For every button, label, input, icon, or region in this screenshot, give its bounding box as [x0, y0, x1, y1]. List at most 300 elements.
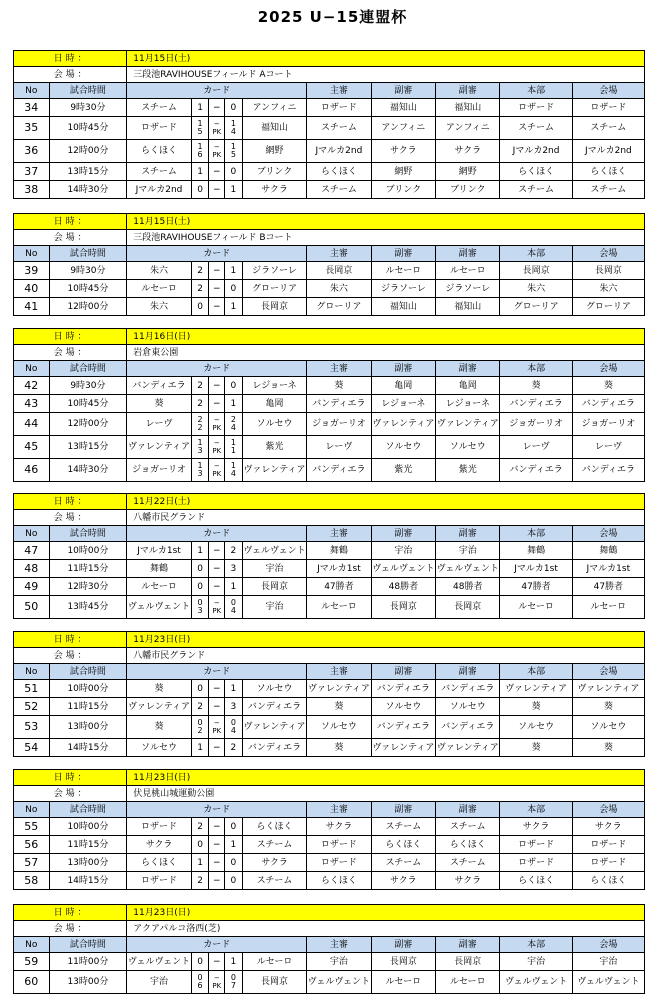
pk-label: PK: [212, 151, 222, 159]
match-row: [14, 854, 645, 872]
schedule-table: [13, 769, 645, 890]
venue-host: ロザード: [572, 99, 644, 117]
match-row: [14, 680, 645, 698]
score-separator: [209, 413, 225, 436]
home-team: スチーム: [127, 99, 191, 117]
away-score: 1: [225, 395, 243, 413]
venue-host: ヴェルヴェント: [572, 971, 644, 994]
main-referee: らくほく: [307, 163, 371, 181]
away-score: 0: [225, 377, 243, 395]
away-team: ジラソーレ: [242, 262, 306, 280]
assistant-referee: サクラ: [436, 872, 500, 890]
home-score: 1: [191, 739, 209, 757]
match-number: 36: [14, 140, 50, 163]
dash: −: [213, 416, 220, 424]
home-score: 0: [191, 680, 209, 698]
venue-host: らくほく: [572, 872, 644, 890]
score-separator: [209, 459, 225, 482]
headquarters: 長岡京: [500, 262, 572, 280]
header-no: No: [14, 526, 50, 542]
date-label: 日 時 ：: [14, 632, 127, 648]
away-team: ソルセウ: [242, 413, 306, 436]
score-separator: −: [209, 99, 225, 117]
assistant-referee: アンフィニ: [371, 117, 435, 140]
headquarters: ヴェルヴェント: [500, 971, 572, 994]
header-ref-sub: 副審: [371, 246, 435, 262]
match-time: 13時00分: [49, 971, 127, 994]
match-section: [13, 213, 645, 316]
away-team: 長岡京: [242, 971, 306, 994]
match-number: 56: [14, 836, 50, 854]
assistant-referee: アンフィニ: [436, 117, 500, 140]
assistant-referee: スチーム: [371, 818, 435, 836]
headquarters: 舞鶴: [500, 542, 572, 560]
match-time: 13時45分: [49, 596, 127, 619]
header-no: No: [14, 246, 50, 262]
header-time: 試合時間: [49, 361, 127, 377]
header-venue: 会場: [572, 246, 644, 262]
match-time: 10時00分: [49, 818, 127, 836]
venue-value: 岩倉東公園: [127, 345, 645, 361]
date-label: 日 時 ：: [14, 329, 127, 345]
headquarters: ジョガーリオ: [500, 413, 572, 436]
header-venue: 会場: [572, 802, 644, 818]
date-value: 11月16日(日): [127, 329, 645, 345]
match-number: 60: [14, 971, 50, 994]
home-score-regular: 1: [197, 461, 203, 470]
headquarters: らくほく: [500, 163, 572, 181]
main-referee: Jマルカ2nd: [307, 140, 371, 163]
match-row: [14, 436, 645, 459]
away-score-regular: 0: [230, 598, 236, 607]
away-team: ヴァレンティア: [242, 716, 306, 739]
main-referee: ジョガーリオ: [307, 413, 371, 436]
score-separator: −: [209, 698, 225, 716]
venue-host: バンディエラ: [572, 459, 644, 482]
main-referee: 長岡京: [307, 262, 371, 280]
home-team: サクラ: [127, 836, 191, 854]
match-row: [14, 953, 645, 971]
score-separator: −: [209, 163, 225, 181]
assistant-referee: ヴァレンティア: [436, 413, 500, 436]
assistant-referee: スチーム: [436, 818, 500, 836]
assistant-referee: ルセーロ: [436, 262, 500, 280]
header-no: No: [14, 937, 50, 953]
header-venue: 会場: [572, 937, 644, 953]
match-number: 38: [14, 181, 50, 199]
match-row: [14, 262, 645, 280]
pk-label: PK: [212, 727, 222, 735]
header-hq: 本部: [500, 246, 572, 262]
match-row: [14, 716, 645, 739]
match-section: [13, 493, 645, 619]
score-separator: [209, 716, 225, 739]
header-ref-sub: 副審: [371, 526, 435, 542]
schedule-table: [13, 904, 645, 994]
match-row: [14, 99, 645, 117]
main-referee: ロザード: [307, 836, 371, 854]
main-referee: ルセーロ: [307, 596, 371, 619]
score-separator: −: [209, 395, 225, 413]
assistant-referee: 長岡京: [371, 953, 435, 971]
match-time: 14時30分: [49, 181, 127, 199]
away-team: 紫光: [242, 436, 306, 459]
venue-label: 会 場 ：: [14, 67, 127, 83]
header-time: 試合時間: [49, 526, 127, 542]
away-score: [225, 140, 243, 163]
match-number: 46: [14, 459, 50, 482]
away-team: 網野: [242, 140, 306, 163]
match-row: [14, 971, 645, 994]
home-team: スチーム: [127, 163, 191, 181]
date-label: 日 時 ：: [14, 905, 127, 921]
home-team: 朱六: [127, 262, 191, 280]
headquarters: レーヴ: [500, 436, 572, 459]
schedule-table: [13, 493, 645, 619]
away-score-pk: 5: [230, 150, 236, 159]
score-separator: −: [209, 953, 225, 971]
venue-value: 伏見桃山城運動公園: [127, 786, 645, 802]
score-separator: −: [209, 181, 225, 199]
match-time: 13時00分: [49, 854, 127, 872]
away-team: サクラ: [242, 854, 306, 872]
match-number: 59: [14, 953, 50, 971]
match-section: [13, 328, 645, 482]
pk-label: PK: [212, 447, 222, 455]
assistant-referee: 福知山: [436, 99, 500, 117]
score-separator: −: [209, 818, 225, 836]
main-referee: ソルセウ: [307, 716, 371, 739]
score-separator: −: [209, 377, 225, 395]
main-referee: レーヴ: [307, 436, 371, 459]
match-time: 10時45分: [49, 280, 127, 298]
match-time: 13時15分: [49, 163, 127, 181]
assistant-referee: レジョーネ: [371, 395, 435, 413]
match-number: 47: [14, 542, 50, 560]
away-score: 0: [225, 99, 243, 117]
venue-value: 三段池RAVIHOUSEフィールド Bコート: [127, 230, 645, 246]
header-hq: 本部: [500, 802, 572, 818]
header-ref-sub: 副審: [436, 361, 500, 377]
assistant-referee: ルセーロ: [371, 971, 435, 994]
match-section: [13, 769, 645, 890]
assistant-referee: ルセーロ: [436, 971, 500, 994]
header-time: 試合時間: [49, 937, 127, 953]
main-referee: ヴェルヴェント: [307, 971, 371, 994]
venue-label: 会 場 ：: [14, 510, 127, 526]
match-row: [14, 298, 645, 316]
assistant-referee: 48勝者: [436, 578, 500, 596]
headquarters: 葵: [500, 377, 572, 395]
match-time: 13時00分: [49, 716, 127, 739]
home-score: [191, 413, 209, 436]
pk-label: PK: [212, 607, 222, 615]
match-time: 10時00分: [49, 542, 127, 560]
match-row: [14, 739, 645, 757]
header-ref-sub: 副審: [436, 802, 500, 818]
match-time: 10時45分: [49, 395, 127, 413]
home-score: 0: [191, 560, 209, 578]
headquarters: 葵: [500, 739, 572, 757]
headquarters: バンディエラ: [500, 395, 572, 413]
match-section: [13, 631, 645, 757]
venue-label: 会 場 ：: [14, 230, 127, 246]
date-value: 11月22日(土): [127, 494, 645, 510]
assistant-referee: ジラソーレ: [436, 280, 500, 298]
match-section: [13, 50, 645, 199]
home-team: らくほく: [127, 140, 191, 163]
header-ref-sub: 副審: [436, 83, 500, 99]
away-score-regular: 1: [230, 438, 236, 447]
away-score: [225, 413, 243, 436]
home-score-pk: 3: [197, 446, 203, 455]
away-score: 2: [225, 739, 243, 757]
match-row: [14, 698, 645, 716]
away-score-pk: 4: [230, 469, 236, 478]
match-number: 55: [14, 818, 50, 836]
header-hq: 本部: [500, 361, 572, 377]
home-score-regular: 1: [197, 119, 203, 128]
match-time: 9時30分: [49, 99, 127, 117]
match-row: [14, 596, 645, 619]
assistant-referee: ジラソーレ: [371, 280, 435, 298]
match-time: 9時30分: [49, 262, 127, 280]
away-score-regular: 1: [230, 142, 236, 151]
header-ref-main: 主審: [307, 246, 371, 262]
header-time: 試合時間: [49, 83, 127, 99]
away-score: 0: [225, 818, 243, 836]
venue-value: 三段池RAVIHOUSEフィールド Aコート: [127, 67, 645, 83]
away-score-regular: 1: [230, 119, 236, 128]
venue-host: 葵: [572, 377, 644, 395]
away-score: 1: [225, 836, 243, 854]
match-time: 12時00分: [49, 413, 127, 436]
match-row: [14, 280, 645, 298]
home-score: 2: [191, 818, 209, 836]
away-team: 宇治: [242, 560, 306, 578]
home-score: 0: [191, 181, 209, 199]
match-number: 39: [14, 262, 50, 280]
away-score: [225, 716, 243, 739]
main-referee: 葵: [307, 698, 371, 716]
pk-label: PK: [212, 424, 222, 432]
venue-host: レーヴ: [572, 436, 644, 459]
home-score: 1: [191, 542, 209, 560]
home-score-regular: 1: [197, 438, 203, 447]
headquarters: グローリア: [500, 298, 572, 316]
assistant-referee: らくほく: [436, 836, 500, 854]
away-score: 0: [225, 163, 243, 181]
score-separator: −: [209, 262, 225, 280]
header-card: カード: [127, 83, 307, 99]
header-hq: 本部: [500, 526, 572, 542]
home-team: ヴァレンティア: [127, 436, 191, 459]
header-card: カード: [127, 937, 307, 953]
main-referee: Jマルカ1st: [307, 560, 371, 578]
home-score: [191, 117, 209, 140]
home-team: レーヴ: [127, 413, 191, 436]
assistant-referee: ソルセウ: [371, 698, 435, 716]
header-card: カード: [127, 246, 307, 262]
score-separator: −: [209, 298, 225, 316]
match-time: 12時00分: [49, 298, 127, 316]
header-time: 試合時間: [49, 802, 127, 818]
match-number: 41: [14, 298, 50, 316]
home-team: 朱六: [127, 298, 191, 316]
venue-host: グローリア: [572, 298, 644, 316]
header-no: No: [14, 83, 50, 99]
venue-host: 長岡京: [572, 262, 644, 280]
header-time: 試合時間: [49, 246, 127, 262]
main-referee: 朱六: [307, 280, 371, 298]
headquarters: バンディエラ: [500, 459, 572, 482]
date-label: 日 時 ：: [14, 494, 127, 510]
header-ref-sub: 副審: [436, 246, 500, 262]
match-time: 12時30分: [49, 578, 127, 596]
header-ref-sub: 副審: [371, 361, 435, 377]
header-venue: 会場: [572, 526, 644, 542]
assistant-referee: 福知山: [371, 99, 435, 117]
away-team: スチーム: [242, 872, 306, 890]
assistant-referee: バンディエラ: [436, 680, 500, 698]
match-row: [14, 163, 645, 181]
header-hq: 本部: [500, 664, 572, 680]
assistant-referee: サクラ: [371, 872, 435, 890]
venue-value: アクアパルコ洛西(芝): [127, 921, 645, 937]
main-referee: 宇治: [307, 953, 371, 971]
header-no: No: [14, 361, 50, 377]
score-separator: [209, 117, 225, 140]
assistant-referee: ソルセウ: [436, 698, 500, 716]
assistant-referee: ブリンク: [371, 181, 435, 199]
assistant-referee: ヴェルヴェント: [436, 560, 500, 578]
schedule-table: [13, 328, 645, 482]
match-number: 43: [14, 395, 50, 413]
assistant-referee: ソルセウ: [436, 436, 500, 459]
page-title: 2025 U−15連盟杯: [257, 8, 408, 26]
away-score-pk: 4: [230, 726, 236, 735]
match-time: 11時15分: [49, 698, 127, 716]
schedule-table: [13, 213, 645, 316]
schedule-table: [13, 631, 645, 757]
score-separator: −: [209, 854, 225, 872]
assistant-referee: 長岡京: [371, 596, 435, 619]
away-team: サクラ: [242, 181, 306, 199]
assistant-referee: 長岡京: [436, 953, 500, 971]
away-team: 亀岡: [242, 395, 306, 413]
assistant-referee: ヴァレンティア: [371, 739, 435, 757]
away-team: バンディエラ: [242, 739, 306, 757]
home-score-regular: 1: [197, 142, 203, 151]
match-time: 12時00分: [49, 140, 127, 163]
match-number: 44: [14, 413, 50, 436]
assistant-referee: スチーム: [436, 854, 500, 872]
away-score: [225, 459, 243, 482]
header-card: カード: [127, 664, 307, 680]
dash: −: [213, 120, 220, 128]
match-number: 42: [14, 377, 50, 395]
home-team: Jマルカ2nd: [127, 181, 191, 199]
away-score: 3: [225, 698, 243, 716]
away-team: 長岡京: [242, 298, 306, 316]
header-no: No: [14, 664, 50, 680]
header-venue: 会場: [572, 83, 644, 99]
away-team: ヴェルヴェント: [242, 542, 306, 560]
dash: −: [213, 143, 220, 151]
match-row: [14, 117, 645, 140]
home-team: 葵: [127, 716, 191, 739]
home-score: [191, 459, 209, 482]
venue-host: バンディエラ: [572, 395, 644, 413]
venue-host: Jマルカ2nd: [572, 140, 644, 163]
away-score-pk: 4: [230, 423, 236, 432]
away-score: [225, 596, 243, 619]
assistant-referee: 紫光: [436, 459, 500, 482]
main-referee: 葵: [307, 377, 371, 395]
away-score: 1: [225, 298, 243, 316]
home-score-pk: 6: [197, 150, 203, 159]
home-score: [191, 436, 209, 459]
match-number: 48: [14, 560, 50, 578]
match-row: [14, 836, 645, 854]
away-score: 1: [225, 181, 243, 199]
away-team: ソルセウ: [242, 680, 306, 698]
main-referee: 舞鶴: [307, 542, 371, 560]
assistant-referee: ヴァレンティア: [371, 413, 435, 436]
match-time: 14時15分: [49, 872, 127, 890]
match-row: [14, 459, 645, 482]
match-time: 10時45分: [49, 117, 127, 140]
venue-host: スチーム: [572, 117, 644, 140]
venue-host: ロザード: [572, 836, 644, 854]
away-score-regular: 0: [230, 973, 236, 982]
assistant-referee: 亀岡: [436, 377, 500, 395]
home-team: バンディエラ: [127, 377, 191, 395]
headquarters: ヴァレンティア: [500, 680, 572, 698]
away-team: レジョーネ: [242, 377, 306, 395]
main-referee: スチーム: [307, 181, 371, 199]
score-separator: −: [209, 872, 225, 890]
headquarters: 朱六: [500, 280, 572, 298]
home-score-regular: 0: [197, 718, 203, 727]
header-ref-main: 主審: [307, 526, 371, 542]
headquarters: サクラ: [500, 818, 572, 836]
score-separator: −: [209, 542, 225, 560]
main-referee: ロザード: [307, 854, 371, 872]
assistant-referee: 48勝者: [371, 578, 435, 596]
header-ref-sub: 副審: [371, 664, 435, 680]
home-score: 2: [191, 262, 209, 280]
main-referee: スチーム: [307, 117, 371, 140]
home-score: 2: [191, 872, 209, 890]
headquarters: Jマルカ2nd: [500, 140, 572, 163]
away-score: 1: [225, 680, 243, 698]
match-time: 9時30分: [49, 377, 127, 395]
away-score-pk: 1: [230, 446, 236, 455]
venue-host: 舞鶴: [572, 542, 644, 560]
header-hq: 本部: [500, 937, 572, 953]
away-score: 0: [225, 872, 243, 890]
home-score: 0: [191, 836, 209, 854]
main-referee: 葵: [307, 739, 371, 757]
home-score-pk: 5: [197, 127, 203, 136]
date-label: 日 時 ：: [14, 770, 127, 786]
score-separator: [209, 971, 225, 994]
header-ref-sub: 副審: [436, 937, 500, 953]
dash: −: [213, 974, 220, 982]
home-team: ヴァレンティア: [127, 698, 191, 716]
venue-value: 八幡市民グランド: [127, 510, 645, 526]
